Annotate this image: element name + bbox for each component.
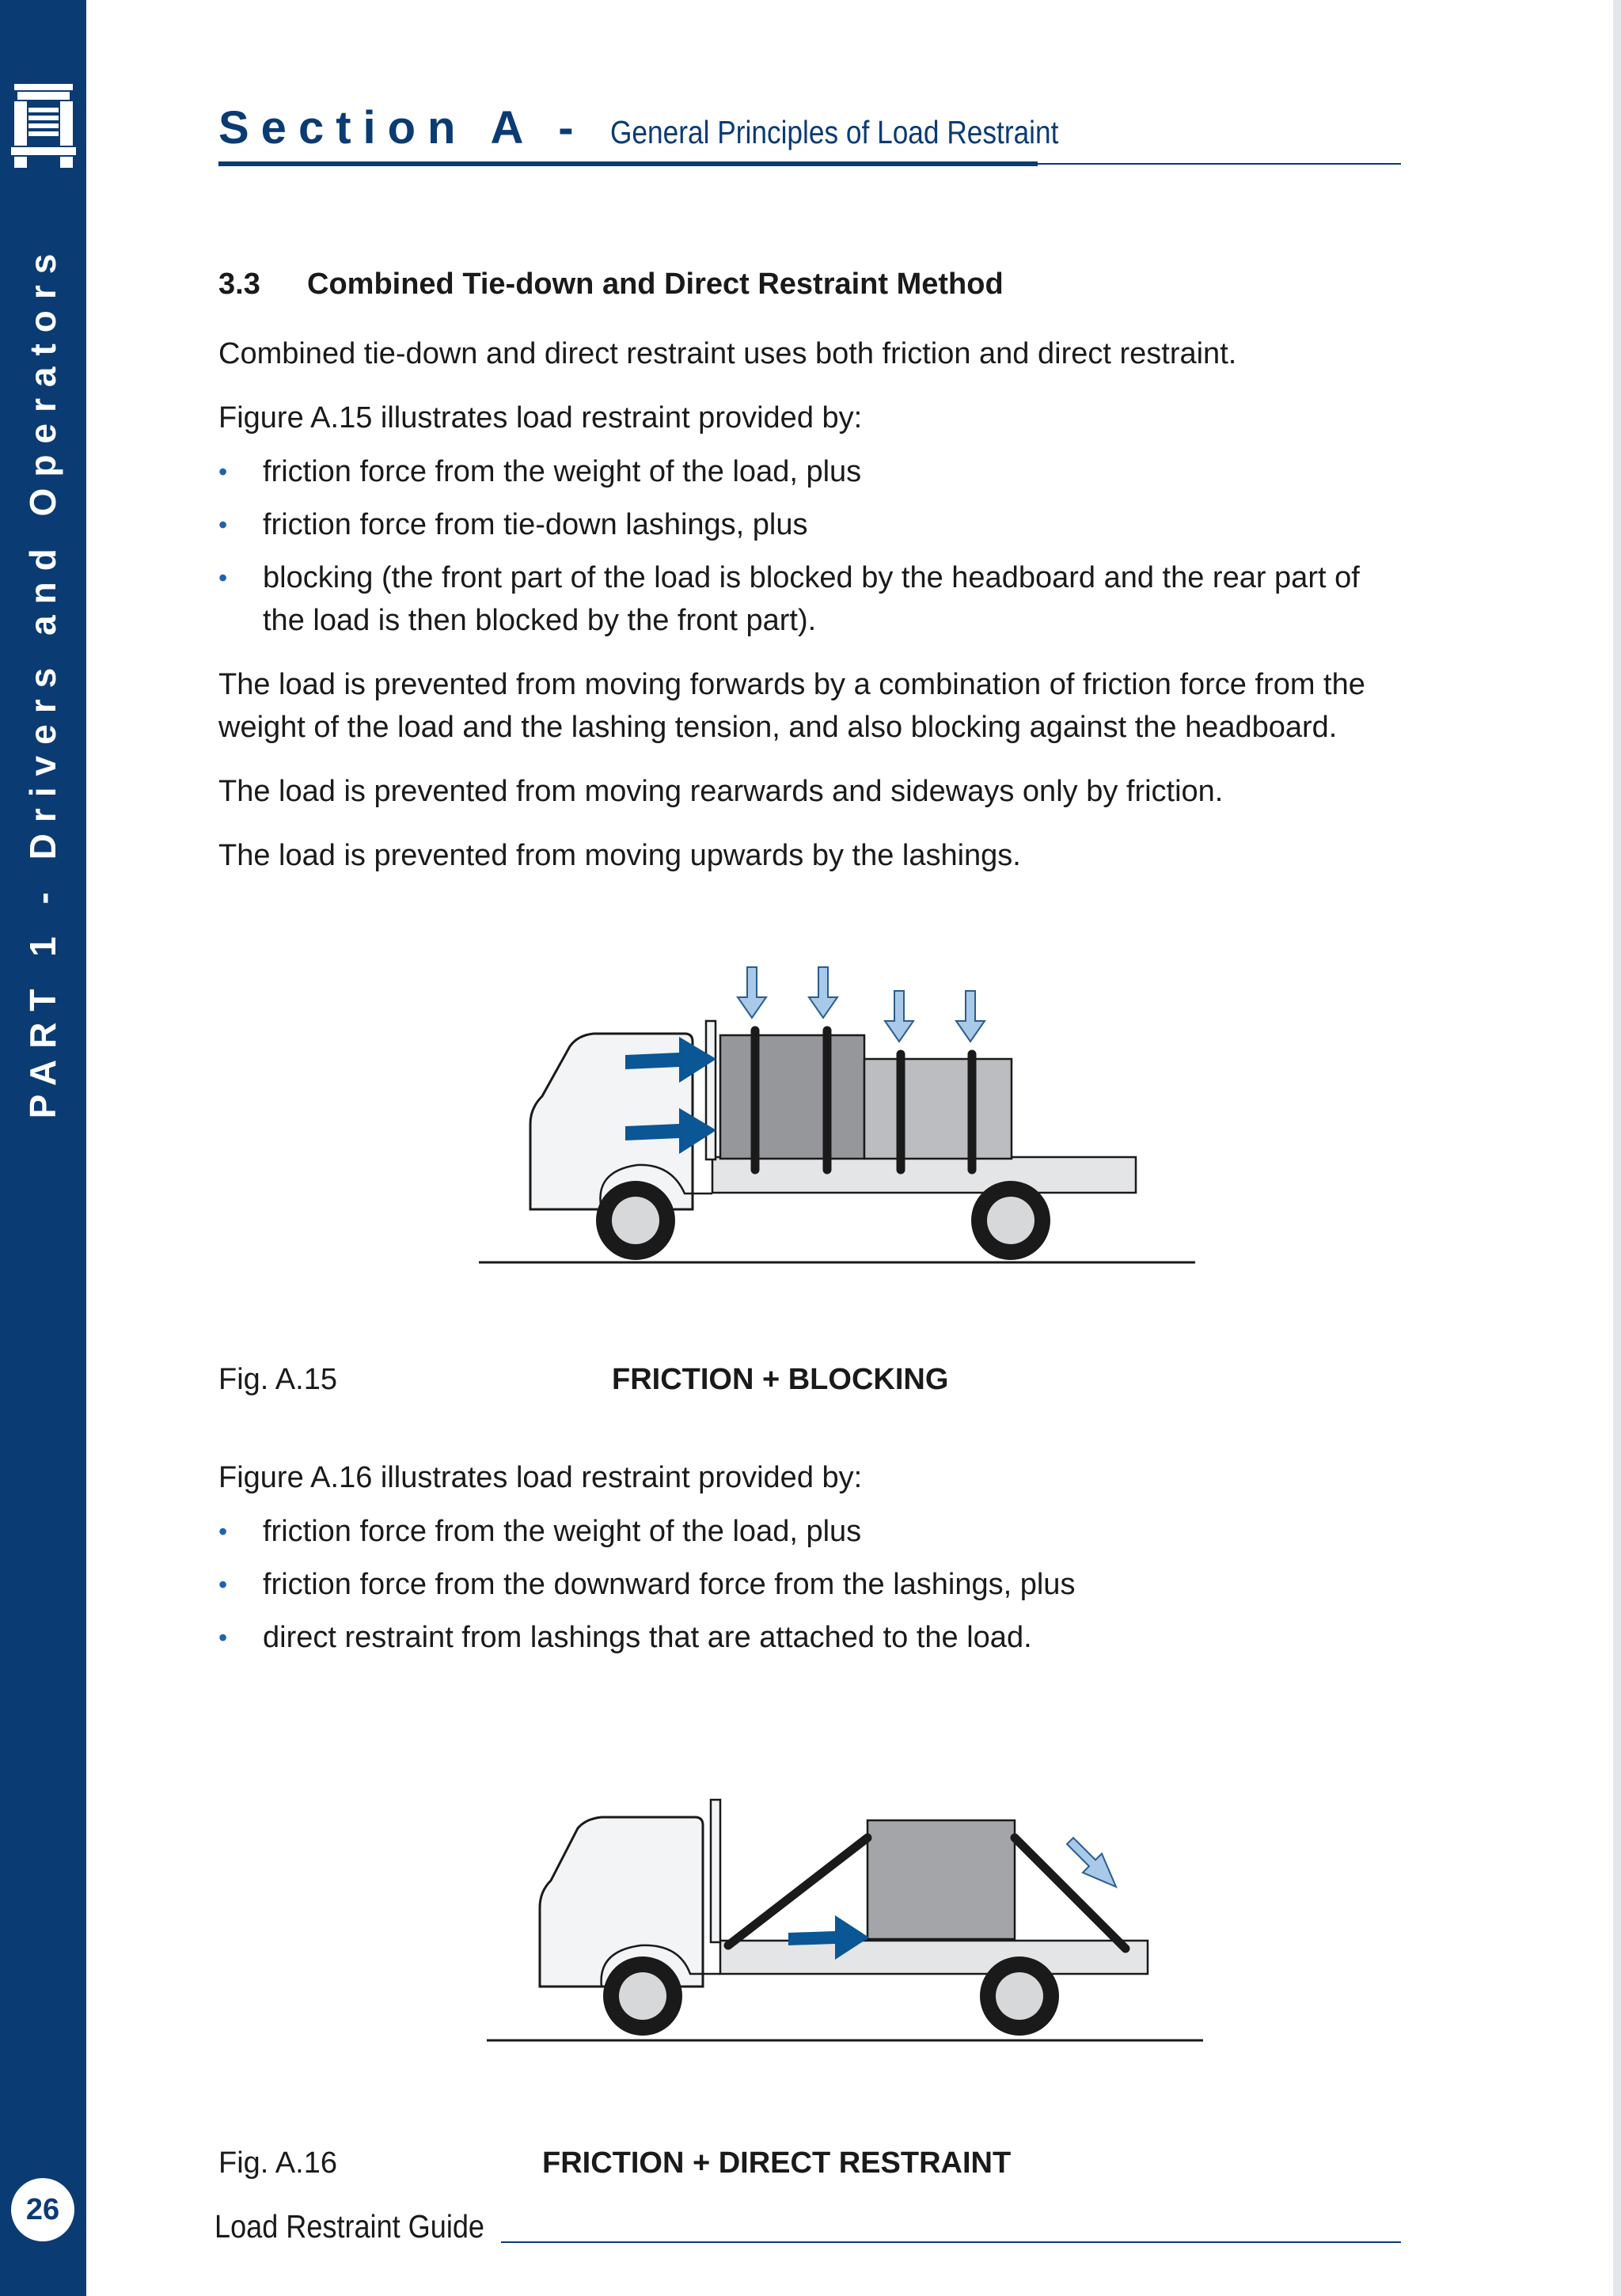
page-number: 26 bbox=[11, 2178, 74, 2241]
figure-a16 bbox=[483, 1789, 1211, 2050]
fig-a16-label: Fig. A.16 bbox=[218, 2146, 337, 2180]
paragraph: The load is prevented from moving rearwards and sideways only by friction. bbox=[218, 775, 1224, 808]
intro-paragraph: Combined tie-down and direct restraint uses both friction and direct restraint. bbox=[218, 337, 1237, 370]
body-block-1 bbox=[218, 332, 1406, 877]
paragraph: The load is prevented from moving forwards by a combination of friction force from the weight of the load and the lashing tension, and also blocking against the headboard. bbox=[218, 668, 1365, 744]
bullet-icon: • bbox=[218, 457, 228, 486]
fig15-bullet-list bbox=[218, 450, 1406, 642]
fig15-lead: Figure A.15 illustrates load restraint provided by: bbox=[218, 401, 863, 435]
list-item: • friction force from the weight of the load, plus bbox=[218, 450, 1406, 493]
fig16-bullet-list bbox=[218, 1510, 1406, 1659]
bullet-icon: • bbox=[218, 1517, 228, 1546]
figure-a15 bbox=[475, 958, 1203, 1274]
paragraph: The load is prevented from moving upwards by the lashings. bbox=[218, 839, 1021, 872]
list-item: • blocking (the front part of the load is blocked by the headboard and the rear part of the load is then blocked by the front part). bbox=[218, 556, 1406, 642]
bullet-icon: • bbox=[218, 510, 228, 539]
header-rule-thin bbox=[1038, 163, 1401, 165]
fig-a15-label: Fig. A.15 bbox=[218, 1363, 337, 1396]
section-title: Combined Tie-down and Direct Restraint Method bbox=[307, 268, 1004, 301]
list-item: • friction force from tie-down lashings, plus bbox=[218, 503, 1406, 546]
bullet-icon: • bbox=[218, 1570, 228, 1599]
list-item: • direct restraint from lashings that are attached to the load. bbox=[218, 1616, 1406, 1659]
list-item: • friction force from the downward force from the lashings, plus bbox=[218, 1563, 1406, 1606]
page-header bbox=[218, 101, 1401, 169]
body-block-2 bbox=[218, 1456, 1406, 1659]
sidebar-part-label: PART 1 - Drivers and Operators bbox=[22, 242, 63, 1119]
header-section: Section A bbox=[218, 102, 534, 154]
list-item: • friction force from the weight of the load, plus bbox=[218, 1510, 1406, 1553]
fig-a15-title: FRICTION + BLOCKING bbox=[612, 1363, 949, 1396]
bullet-icon: • bbox=[218, 1623, 228, 1652]
footer-title: Load Restraint Guide bbox=[214, 2208, 484, 2245]
page-edge bbox=[1613, 0, 1621, 2296]
header-title bbox=[218, 101, 1131, 154]
footer-rule bbox=[501, 2241, 1401, 2243]
sidebar bbox=[0, 0, 86, 2296]
header-dash: - bbox=[533, 102, 610, 154]
header-subtitle: General Principles of Load Restraint bbox=[609, 114, 1059, 150]
fig16-lead: Figure A.16 illustrates load restraint provided by: bbox=[218, 1461, 863, 1494]
fig-a16-title: FRICTION + DIRECT RESTRAINT bbox=[542, 2146, 1012, 2180]
truck-front-icon bbox=[11, 84, 76, 169]
section-heading bbox=[218, 268, 1004, 302]
header-rule-thick bbox=[218, 161, 1038, 166]
bullet-icon: • bbox=[218, 564, 228, 592]
section-number: 3.3 bbox=[218, 268, 260, 301]
